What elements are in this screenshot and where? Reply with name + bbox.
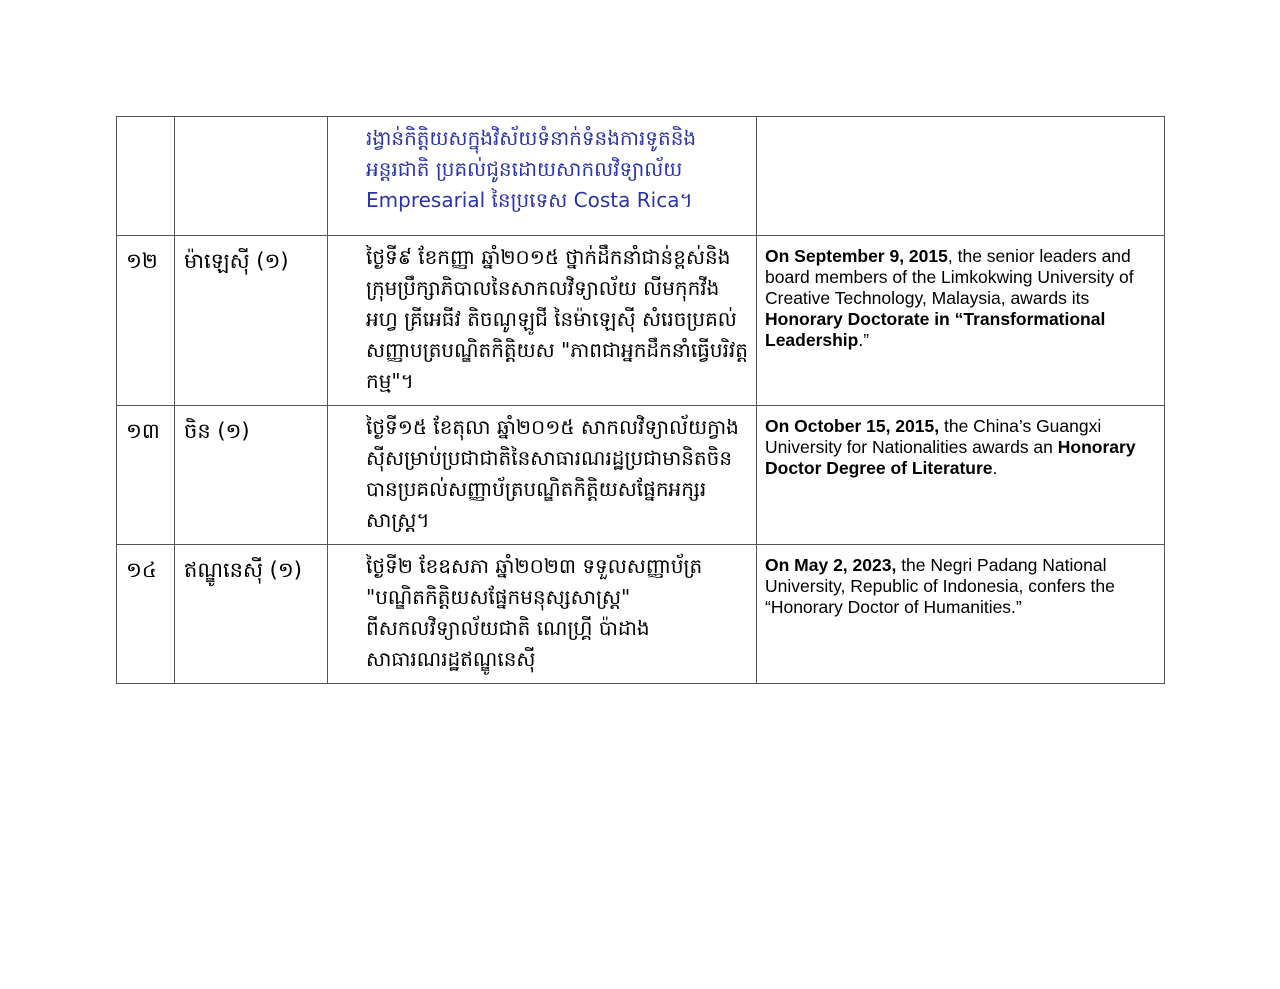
english-part: On October 15, 2015, <box>765 416 940 436</box>
english-part: Honorary Doctor Degree of Literature <box>765 437 1136 478</box>
country-cell: ឥណ្ឌូនេស៊ី (១) <box>175 545 328 684</box>
english-description <box>757 236 1165 406</box>
khmer-description: ថ្ងៃទី៩ ខែកញ្ញា ឆ្នាំ២០១៥ ថ្នាក់ដឹកនាំជាន់ខ្ពស់និងក្រុមប្រឹក្សាភិបាលនៃសាកលវិទ្យាល័យ លីមកុកវីង អហ្វ គ្រីអេធីវ តិចណូឡូជី នៃម៉ាឡេស៊ី សំរេចប្រគល់សញ្ញាបត្របណ្ឌិតកិត្តិយស "ភាពជាអ្នកដឹកនាំធ្វើបរិវត្តកម្ម"។ <box>328 236 757 406</box>
country-cell <box>175 117 328 236</box>
english-part: . <box>992 458 998 478</box>
table-row <box>117 545 1165 684</box>
awards-table <box>116 116 1165 684</box>
row-number: ១២ <box>117 236 175 406</box>
english-part: , the senior leaders and board members of the Limkokwing University of Creative Technology, Malaysia, awards its <box>765 246 1134 308</box>
english-description <box>757 117 1165 236</box>
english-part: the China’s Guangxi University for Nationalities awards an <box>765 416 1102 457</box>
english-part: On September 9, 2015 <box>765 246 948 266</box>
english-description <box>757 545 1165 684</box>
table-row <box>117 406 1165 545</box>
khmer-description: ថ្ងៃទី១៥ ខែតុលា ឆ្នាំ២០១៥ សាកលវិទ្យាល័យក្វាងស៊ីសម្រាប់ប្រជាជាតិនៃសាធារណរដ្ឋប្រជាមានិតចិន បានប្រគល់សញ្ញាប័ត្របណ្ឌិតកិត្តិយសផ្នែកអក្សរសាស្ត្រ។ <box>328 406 757 545</box>
country-cell: ចិន (១) <box>175 406 328 545</box>
khmer-description: ថ្ងៃទី២ ខែឧសភា ឆ្នាំ២០២៣ ទទួលសញ្ញាប័ត្រ "បណ្ឌិតកិត្តិយសផ្នែកមនុស្សសាស្ត្រ" ពីសកលវិទ្យាល័យជាតិ ណេហ្គ្រី ប៉ាដាង សាធារណរដ្ឋឥណ្ឌូនេស៊ី <box>328 545 757 684</box>
row-number: ១៤ <box>117 545 175 684</box>
row-number: ១៣ <box>117 406 175 545</box>
row-number <box>117 117 175 236</box>
english-part: the Negri Padang National University, Republic of Indonesia, confers the “Honorary Doctor of Humanities.” <box>765 555 1115 617</box>
country-cell: ម៉ាឡេស៊ី (១) <box>175 236 328 406</box>
khmer-description: រង្វាន់កិត្តិយសក្នុងវិស័យទំនាក់ទំនងការទូតនិងអន្តរជាតិ ប្រគល់ជូនដោយសាកលវិទ្យាល័យ Empresarial នៃប្រទេស Costa Rica។ <box>328 117 757 236</box>
english-part: .” <box>858 330 870 350</box>
table-row <box>117 117 1165 236</box>
table-row <box>117 236 1165 406</box>
english-part: Honorary Doctorate in “Transformational Leadership <box>765 309 1106 350</box>
english-description <box>757 406 1165 545</box>
english-part: On May 2, 2023, <box>765 555 897 575</box>
